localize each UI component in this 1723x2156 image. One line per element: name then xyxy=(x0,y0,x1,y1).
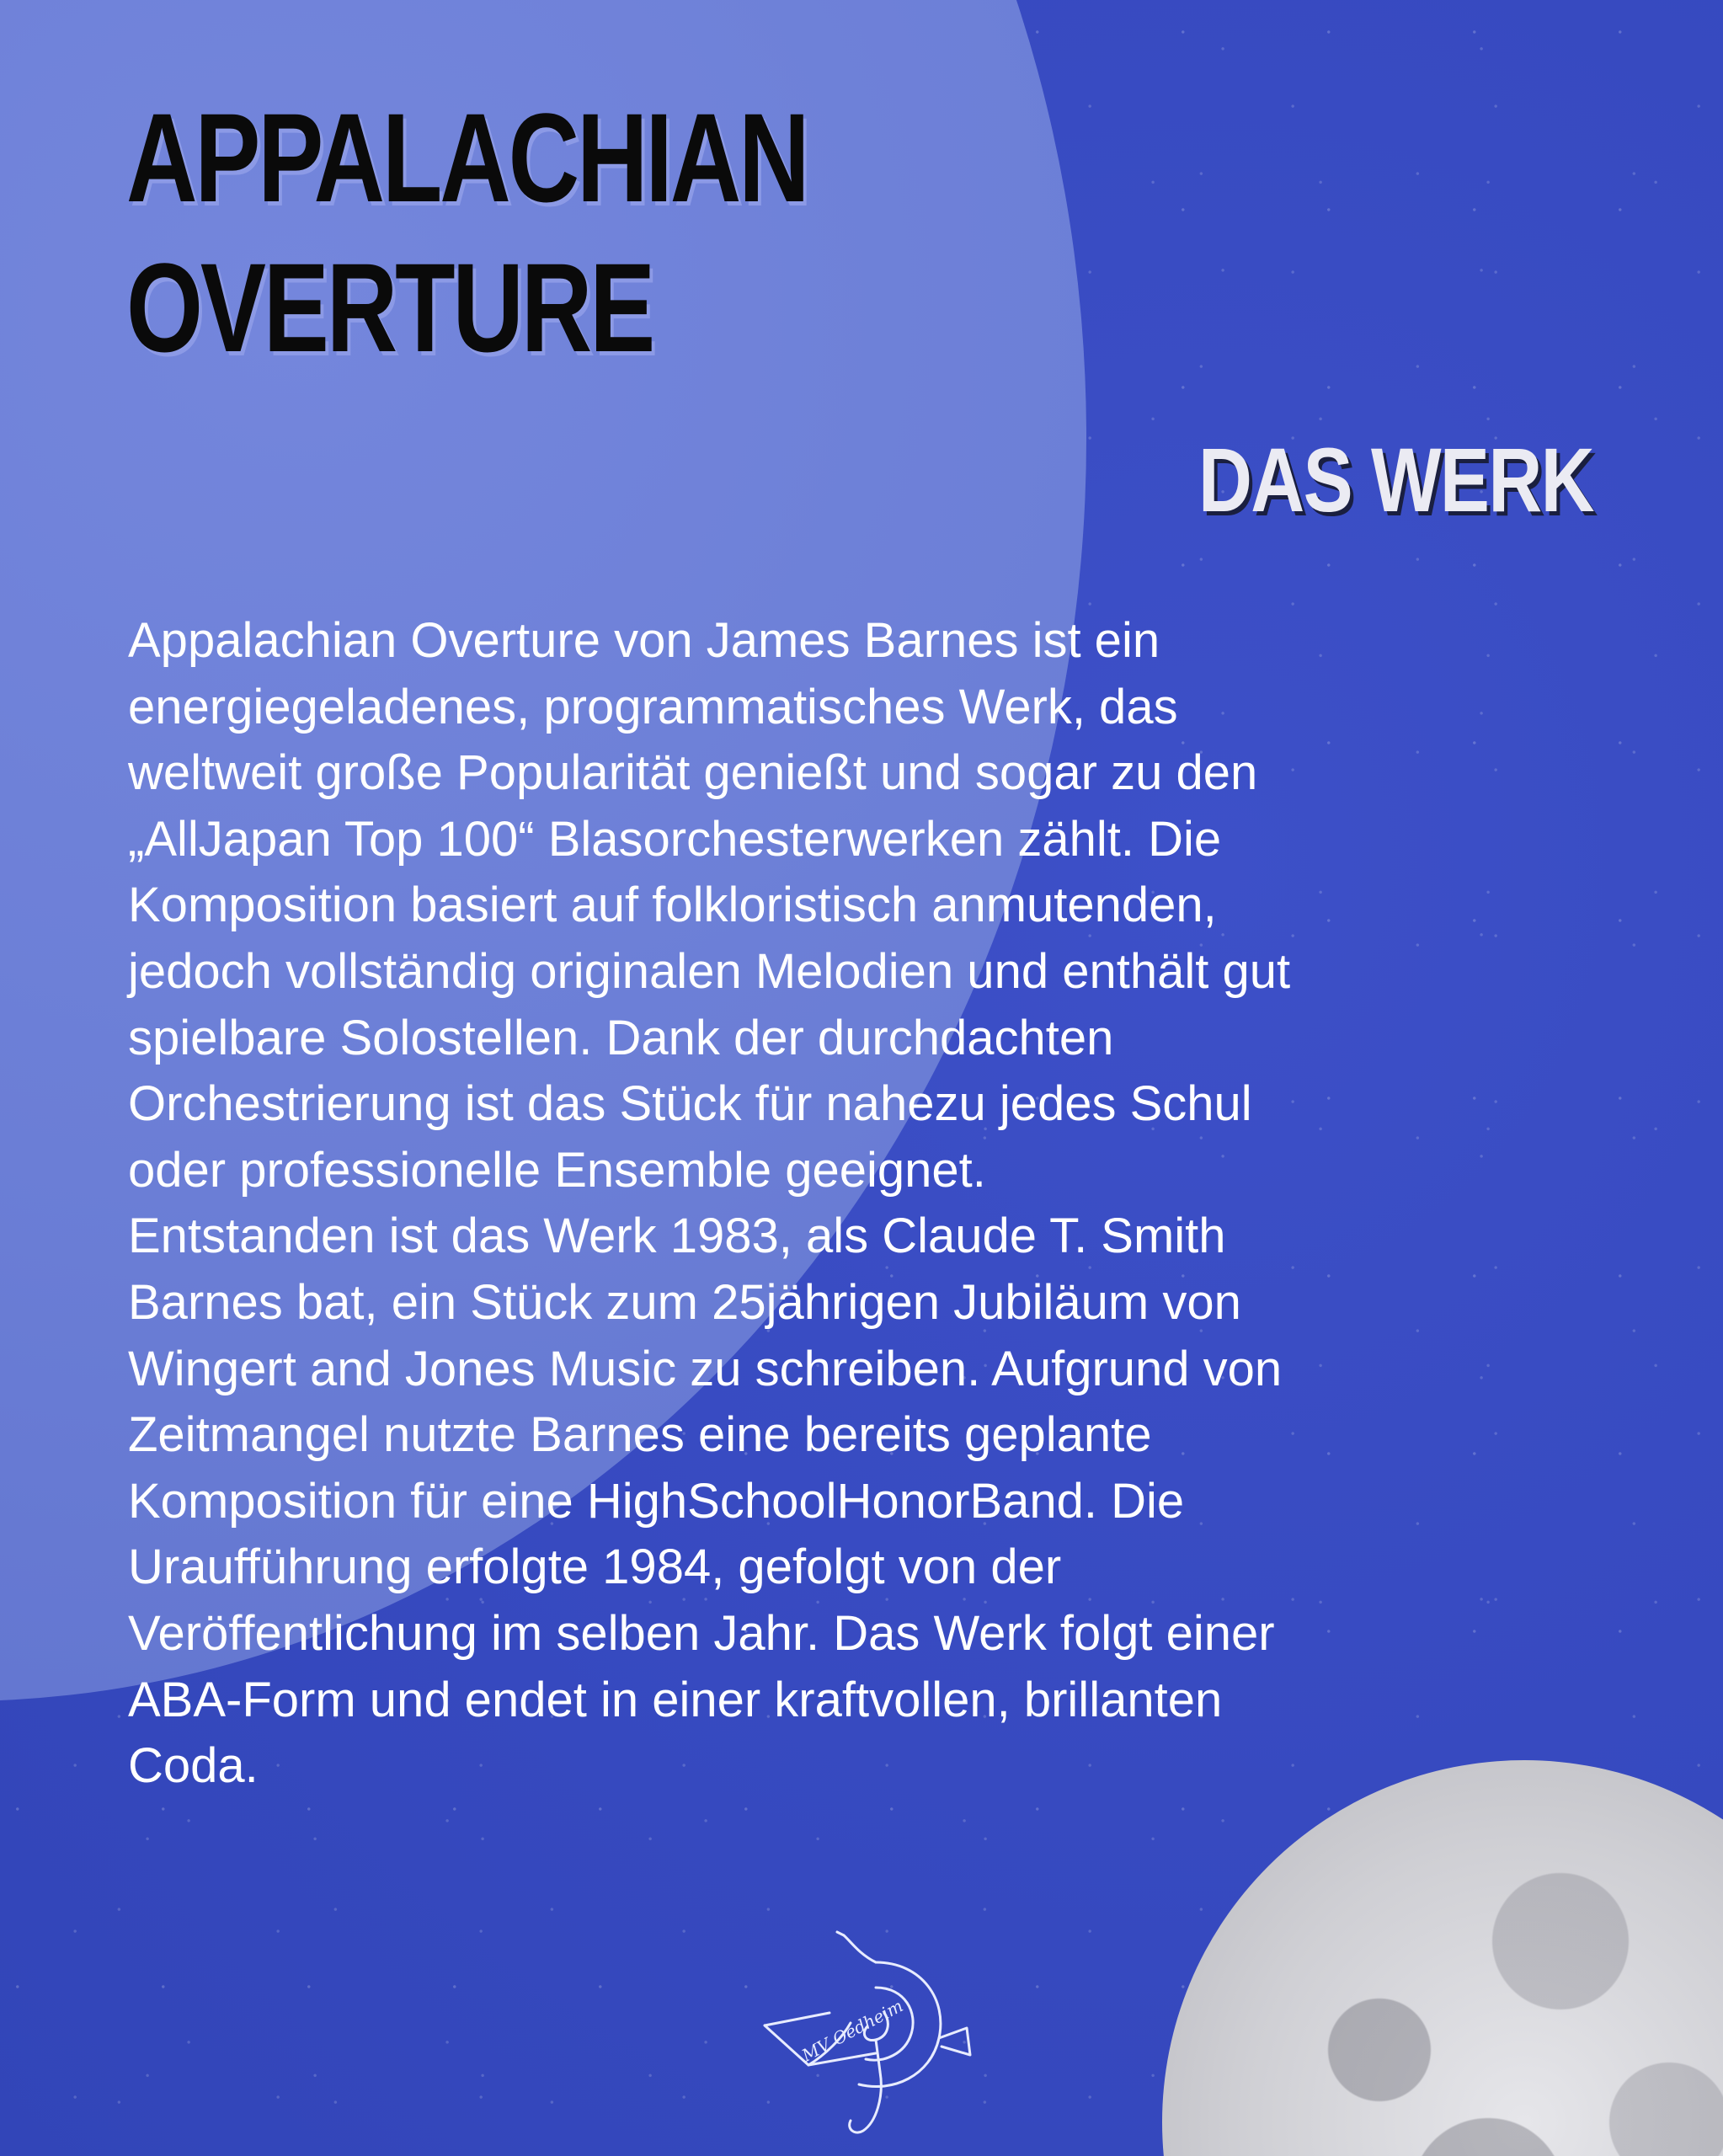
title-line-2: OVERTURE xyxy=(126,237,653,378)
body-line: oder professionelle Ensemble geeignet. xyxy=(128,1142,986,1198)
body-line: Wingert and Jones Music zu schreiben. Aufgrund von xyxy=(128,1341,1283,1396)
body-line: Appalachian Overture von James Barnes ist ein xyxy=(128,613,1160,668)
horn-logo-icon xyxy=(749,1929,985,2139)
body-line: Zeitmangel nutzte Barnes eine bereits geplante xyxy=(128,1407,1152,1463)
body-line: Barnes bat, ein Stück zum 25jährigen Jubiläum von xyxy=(128,1274,1241,1330)
body-line: Uraufführung erfolgte 1984, gefolgt von der xyxy=(128,1540,1062,1595)
description-paragraph xyxy=(128,608,1644,1800)
body-line: Entstanden ist das Werk 1983, als Claude T. Smith xyxy=(128,1209,1226,1264)
section-heading: DAS WERK xyxy=(1198,429,1593,531)
body-line: spielbare Solostellen. Dank der durchdachten xyxy=(128,1010,1114,1065)
logo-text: MV Oedheim xyxy=(798,1995,907,2066)
body-line: Komposition basiert auf folkloristisch anmutenden, xyxy=(128,878,1217,933)
body-line: weltweit große Popularität genießt und sogar zu den xyxy=(128,745,1258,801)
body-line: Veröffentlichung im selben Jahr. Das Werk folgt einer xyxy=(128,1605,1275,1661)
body-line: ABA-Form und endet in einer kraftvollen, brillanten xyxy=(128,1672,1223,1727)
body-line: Orchestrierung ist das Stück für nahezu jedes Schul xyxy=(128,1076,1252,1132)
body-line: „AllJapan Top 100“ Blasorchesterwerken zählt. Die xyxy=(128,811,1222,867)
page-title xyxy=(126,83,808,382)
body-line: Coda. xyxy=(128,1738,259,1794)
title-line-1: APPALACHIAN xyxy=(126,87,808,228)
body-line: jedoch vollständig originalen Melodien und enthält gut xyxy=(128,943,1291,999)
body-line: Komposition für eine HighSchoolHonorBand. Die xyxy=(128,1473,1185,1529)
body-line: energiegeladenes, programmatisches Werk, das xyxy=(128,679,1178,734)
